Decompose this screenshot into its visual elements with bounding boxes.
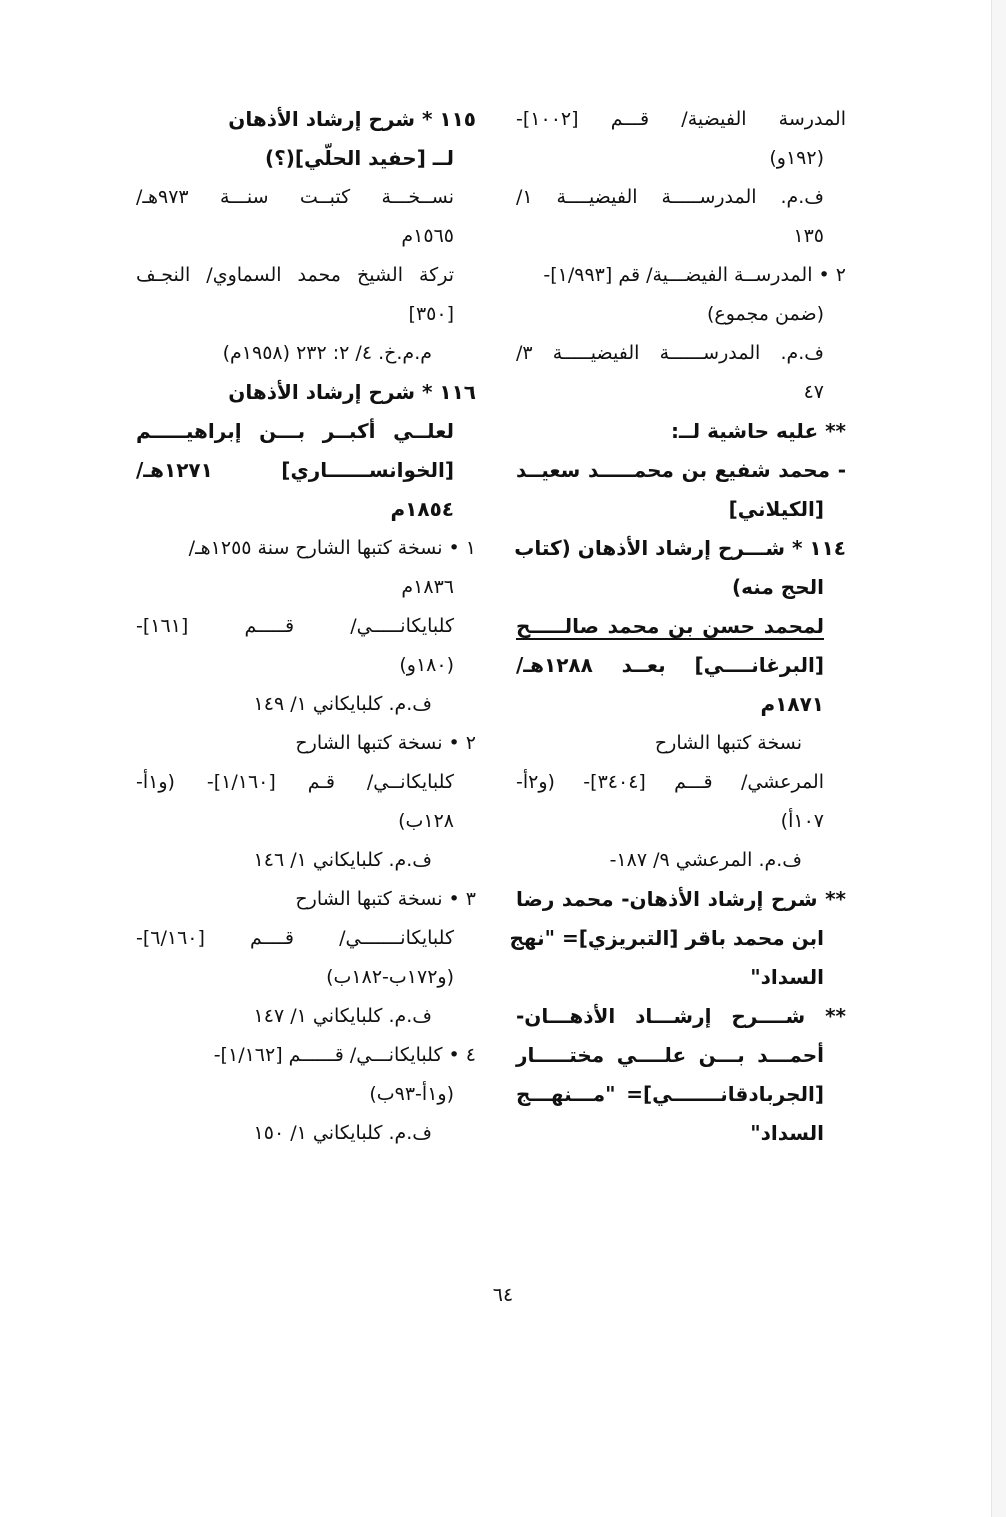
right-column-line: (ضمن مجموع) — [706, 303, 824, 325]
right-column-line: ** عليه حاشية لــ: — [671, 419, 846, 443]
left-column-line: ١١٥ * شرح إرشاد الأذهان — [228, 107, 476, 131]
left-column-line: ف.م. كلبايكاني ١/ ١٤٧ — [253, 1005, 432, 1027]
left-column-line: [الخوانســــــاري] ١٢٧١هـ/ — [136, 458, 454, 482]
right-column-line: نسخة كتبها الشارح — [654, 732, 802, 754]
left-column-line: ١ • نسخة كتبها الشارح سنة ١٢٥٥هـ/ — [188, 537, 476, 559]
right-column-line: ف.م. المدرســـــة الفيضيــــة ١/ — [516, 186, 824, 208]
page-number: ٦٤ — [492, 1284, 514, 1306]
right-column-line: ٢ • المدرســة الفيضـــية/ قم [١/٩٩٣]- — [543, 264, 846, 286]
left-column-line: ٤ • كلبايكانـــي/ قــــــم [١/١٦٢]- — [213, 1044, 476, 1066]
left-column-line: ١١٦ * شرح إرشاد الأذهان — [228, 380, 476, 404]
right-column-line: [البرغانــــي] بعــد ١٢٨٨هـ/ — [516, 653, 824, 677]
right-column-line: ف.م. المدرســــــة الفيضيـــــة ٣/ — [516, 342, 824, 364]
left-column-line: ١٨٥٤م — [390, 497, 454, 521]
right-column-line: (١٩٢و) — [769, 147, 824, 169]
left-column-line: [٣٥٠] — [408, 303, 454, 325]
right-column-line: ١٨٧١م — [760, 692, 824, 716]
right-column-line: ف.م. المرعشي ٩/ ١٨٧- — [609, 849, 802, 871]
right-column-line: المرعشي/ قـــم [٣٤٠٤]- (و٢أ- — [516, 771, 824, 793]
left-column-line: تركة الشيخ محمد السماوي/ النجـف — [136, 264, 454, 286]
right-column-line: المدرسة الفيضية/ قـــم [١٠٠٢]- — [516, 108, 846, 130]
left-column-line: لعلــي أكبــر بـــن إبراهيـــــم — [136, 419, 454, 443]
left-column-line: ٢ • نسخة كتبها الشارح — [295, 732, 476, 754]
left-column-line: ف.م. كلبايكاني ١/ ١٥٠ — [253, 1122, 432, 1144]
left-column-line: ١٢٨ب) — [398, 810, 454, 832]
right-column-line: ١٠٧أ) — [780, 810, 824, 832]
right-column-line: ** شــــرح إرشـــاد الأذهـــان- — [516, 1004, 846, 1028]
left-column-line: نســخـــة كتبــت سنـــة ٩٧٣هـ/ — [136, 186, 454, 208]
right-column-line: - محمد شفيع بن محمـــــد سعيــد — [516, 458, 846, 482]
left-column-line: (و١أ-٩٣ب) — [369, 1083, 454, 1105]
left-column-line: ف.م. كلبايكاني ١/ ١٤٩ — [253, 693, 432, 715]
right-column-line: الحج منه) — [732, 575, 824, 599]
right-column-line: ١١٤ * شـــرح إرشاد الأذهان (كتاب — [514, 536, 846, 560]
left-column-line: ف.م. كلبايكاني ١/ ١٤٦ — [253, 849, 432, 871]
right-column-line: أحمـــد بـــن علــــي مختـــــار — [516, 1043, 824, 1067]
right-column-line: ١٣٥ — [793, 225, 824, 247]
left-column-line: كلبايكانــي/ قـم [١/١٦٠]- (و١أ- — [136, 771, 454, 793]
right-column-line: [الجربادقانـــــــي]= "مـــنهـــج — [516, 1082, 824, 1106]
left-column — [136, 100, 476, 1153]
left-column-line: (١٨٠و) — [399, 654, 454, 676]
right-column-line: ابن محمد باقر [التبريزي]= "نهج — [509, 926, 824, 950]
left-column-line: كلبايكانـــــــي/ قــــم [٦/١٦٠]- — [136, 927, 454, 949]
left-column-line: (و١٧٢ب-١٨٢ب) — [326, 966, 454, 988]
right-column-line: [الكيلاني] — [728, 497, 824, 521]
left-column-line: لــ [حفيد الحلّي](؟) — [265, 146, 454, 170]
right-column-line: السداد" — [750, 1121, 824, 1145]
left-column-line: ١٨٣٦م — [401, 576, 454, 598]
left-column-line: ١٥٦٥م — [401, 225, 454, 247]
right-column-line: السداد" — [750, 965, 824, 989]
right-column-line: ٤٧ — [803, 381, 824, 403]
right-column — [509, 100, 846, 1153]
right-column-line: لمحمد حسن بن محمد صالـــــح — [516, 614, 824, 638]
right-column-line: ** شرح إرشاد الأذهان- محمد رضا — [516, 887, 846, 911]
left-column-line: ٣ • نسخة كتبها الشارح — [295, 888, 476, 910]
left-column-line: كلبايكانـــــي/ قـــــم [١٦١]- — [136, 615, 454, 637]
left-column-line: م.م.خ. ٤/ ٢: ٢٣٢ (١٩٥٨م) — [222, 342, 432, 364]
